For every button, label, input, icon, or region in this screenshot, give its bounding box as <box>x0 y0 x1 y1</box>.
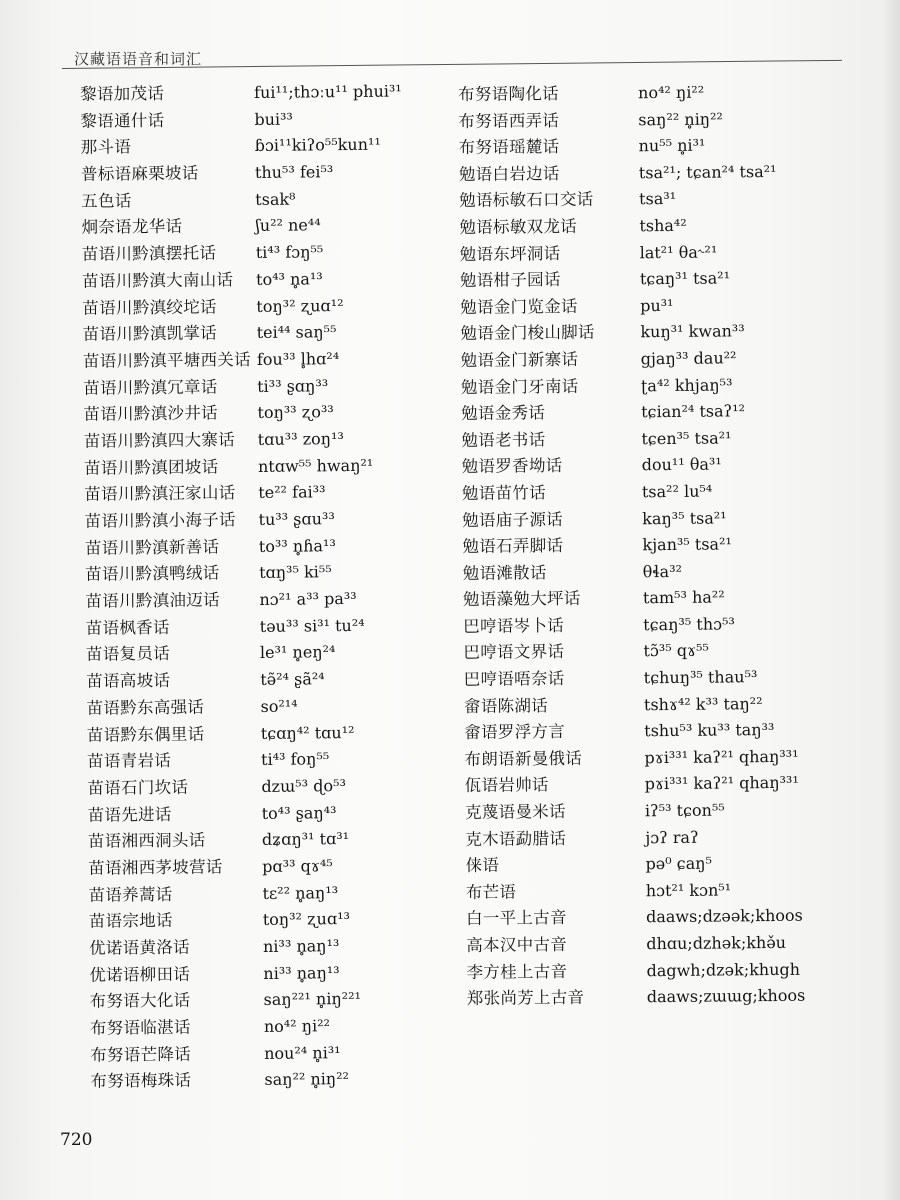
entry-row <box>462 477 862 507</box>
phonetic-form: pɤi³³¹ kaʔ²¹ qhaŋ³³¹ <box>644 773 799 794</box>
entry-row <box>64 265 464 296</box>
entry-row <box>72 1012 472 1043</box>
phonetic-form: ti⁴³ fɔŋ⁵⁵ <box>255 242 324 263</box>
entry-row <box>71 958 471 989</box>
entry-row <box>63 158 463 189</box>
entry-row <box>64 238 464 269</box>
entry-row <box>466 956 866 986</box>
entry-row <box>464 743 864 773</box>
dialect-name: 巴哼语岑卜话 <box>463 615 565 636</box>
phonetic-form: to³³ n̥ɦa¹³ <box>258 535 336 556</box>
phonetic-form: tsa³¹ <box>639 189 677 209</box>
phonetic-form: nɔ²¹ a³³ pa³³ <box>259 589 357 610</box>
entry-row <box>71 932 471 963</box>
phonetic-form: tɕaŋ³⁵ thɔ⁵³ <box>643 614 735 635</box>
dialect-name: 布努语临湛话 <box>89 1017 191 1038</box>
dialect-name: 炯奈语龙华话 <box>81 217 183 238</box>
dialect-name: 苗语黔东偶里话 <box>86 724 205 745</box>
dialect-name: 勉语柑子园话 <box>459 270 561 291</box>
phonetic-form: dʑɑŋ³¹ tɑ³¹ <box>261 829 350 850</box>
phonetic-form: ɓɔi¹¹kiʔo⁵⁵kun¹¹ <box>254 135 381 156</box>
phonetic-form: lat²¹ θa˞²¹ <box>639 242 718 262</box>
entry-row <box>66 425 466 456</box>
dialect-name: 普标语麻栗坡话 <box>80 163 199 184</box>
dialect-name: 郑张尚芳上古音 <box>466 988 585 1009</box>
dialect-name: 苗语川黔滇冗章话 <box>83 376 218 398</box>
dialect-name: 苗语养蒿话 <box>88 884 173 905</box>
dialect-name: 苗语高坡话 <box>86 671 171 691</box>
phonetic-form: gjaŋ³³ dau²² <box>640 348 737 369</box>
entry-row <box>461 371 861 401</box>
entry-row <box>462 530 862 560</box>
left-column <box>62 78 473 1096</box>
entry-row <box>459 158 859 188</box>
dialect-name: 勉语庙子源话 <box>462 509 564 530</box>
dialect-name: 苗语川黔滇摆托话 <box>81 243 217 264</box>
phonetic-form: to⁴³ n̥a¹³ <box>255 269 323 289</box>
dialect-name: 布朗语新曼俄话 <box>464 748 583 769</box>
entry-row <box>68 612 468 643</box>
dialect-name: 苗语川黔滇沙井话 <box>83 403 218 425</box>
phonetic-form: tu³³ ʂɑu³³ <box>258 509 335 529</box>
phonetic-form: tsha⁴² <box>639 215 687 236</box>
dialect-name: 布努语陶化话 <box>458 84 560 104</box>
entry-row <box>69 718 469 749</box>
dialect-name: 高本汉中古音 <box>466 934 568 955</box>
dialect-name: 布努语大化话 <box>89 991 191 1012</box>
entry-row <box>460 291 860 321</box>
entry-row <box>461 397 861 427</box>
phonetic-form: tei⁴⁴ saŋ⁵⁵ <box>256 322 337 343</box>
page-number: 720 <box>60 1130 93 1150</box>
dialect-name: 勉语藻勉大坪话 <box>462 589 581 610</box>
phonetic-form: tɕhuŋ³⁵ thau⁵³ <box>643 667 758 688</box>
phonetic-form: tshu⁵³ ku³³ taŋ³³ <box>644 720 775 741</box>
phonetic-form: tsa²² lu⁵⁴ <box>641 481 713 502</box>
phonetic-form: daaws;zɯɯg;khoos <box>646 985 806 1007</box>
phonetic-form: pɑ³³ qɤ⁴⁵ <box>262 856 333 876</box>
phonetic-form: tɕaŋ³¹ tsa²¹ <box>639 268 731 289</box>
dialect-name: 勉语标敏双龙话 <box>459 216 578 237</box>
phonetic-form: ʈa⁴² khjaŋ⁵³ <box>640 374 733 395</box>
dialect-name: 苗语青岩话 <box>87 751 172 771</box>
entry-row <box>62 104 462 135</box>
dialect-name: 勉语罗香坳话 <box>461 456 563 477</box>
entry-row <box>68 692 468 723</box>
entry-row <box>64 291 464 322</box>
dialect-name: 李方桂上古音 <box>466 961 568 982</box>
phonetic-form: pə⁰ ɕaŋ⁵ <box>645 853 713 874</box>
dialect-name: 苗语石门坎话 <box>87 777 189 798</box>
dialect-name: 黎语加茂话 <box>80 83 165 104</box>
dialect-name: 苗语川黔滇团坡话 <box>83 457 219 478</box>
dialect-name: 巴哼语文界话 <box>463 642 565 663</box>
dialect-name: 优诺语柳田话 <box>89 964 191 985</box>
phonetic-form: bui³³ <box>254 109 293 129</box>
dialect-name: 苗语宗地话 <box>88 911 173 932</box>
entry-row <box>69 772 469 803</box>
dialect-name: 那斗语 <box>80 137 132 158</box>
dialect-name: 苗语川黔滇大南山话 <box>81 270 234 291</box>
phonetic-form: iʔ⁵³ tɕon⁵⁵ <box>644 800 725 821</box>
entry-row <box>68 638 468 669</box>
entry-row <box>458 78 858 108</box>
phonetic-form: toŋ³² ʐuɑ¹² <box>256 295 344 316</box>
entry-row <box>463 637 863 667</box>
phonetic-form: jɔʔ raʔ <box>645 827 699 847</box>
dialect-name: 勉语东坪洞话 <box>459 243 561 264</box>
dialect-name: 苗语川黔滇汪家山话 <box>84 483 236 505</box>
page-edge-shadow <box>882 0 900 1200</box>
dialect-name: 优诺语黄洛话 <box>88 937 190 958</box>
dialect-name: 勉语金门牙南话 <box>460 376 579 397</box>
entry-row <box>462 504 862 534</box>
dialect-name: 克木语勐腊话 <box>465 828 567 849</box>
dialect-name: 布努语西弄话 <box>458 110 560 131</box>
phonetic-form: ni³³ n̥aŋ¹³ <box>263 962 340 983</box>
entry-row <box>459 211 859 241</box>
phonetic-form: saŋ²² n̥iŋ²² <box>638 109 723 129</box>
phonetic-form: kjan³⁵ tsa²¹ <box>642 534 732 555</box>
phonetic-form: toŋ³³ ʐo³³ <box>257 402 334 423</box>
phonetic-form: tsak⁸ <box>255 189 296 209</box>
entry-row <box>465 796 865 826</box>
dialect-name: 勉语苗竹话 <box>461 483 547 503</box>
phonetic-form: dou¹¹ θa³¹ <box>641 454 722 475</box>
phonetic-form: θɬa³² <box>642 561 683 581</box>
entry-row <box>458 105 858 135</box>
phonetic-form: ti⁴³ foŋ⁵⁵ <box>261 749 330 770</box>
dialect-name: 黎语通什话 <box>80 110 165 131</box>
running-head: 汉藏语语音和词汇 <box>74 50 203 68</box>
entry-row <box>67 531 467 562</box>
dialect-name: 苗语川黔滇鸭绒话 <box>85 563 220 585</box>
entry-row <box>70 798 470 829</box>
phonetic-form: ʃu²² ne⁴⁴ <box>255 215 321 236</box>
dialect-name: 布努语瑶麓话 <box>458 137 560 158</box>
entry-row <box>459 185 859 215</box>
phonetic-form: kuŋ³¹ kwan³³ <box>640 321 745 342</box>
entry-row <box>463 583 863 613</box>
dialect-name: 畲语陈湖话 <box>463 695 549 716</box>
phonetic-form: tɑŋ³⁵ ki⁵⁵ <box>259 562 332 583</box>
dialect-name: 五色话 <box>81 191 132 211</box>
dialect-name: 俫语 <box>465 855 500 876</box>
entry-row <box>466 903 866 933</box>
phonetic-form: hɔt²¹ kɔn⁵¹ <box>645 880 732 901</box>
dialect-name: 苗语川黔滇新善话 <box>84 537 220 558</box>
phonetic-form: ntɑw⁵⁵ hwaŋ²¹ <box>257 455 374 476</box>
dialect-name: 勉语金秀话 <box>461 403 546 424</box>
entry-row <box>465 823 865 853</box>
phonetic-form: ni³³ n̥aŋ¹³ <box>262 936 340 956</box>
dialect-name: 苗语湘西洞头话 <box>87 830 206 852</box>
dialect-name: 勉语金门梭山脚话 <box>460 323 595 344</box>
dialect-name: 勉语金门览金话 <box>460 296 578 317</box>
entry-row <box>463 610 863 640</box>
phonetic-form: fou³³ l̥hɑ²⁴ <box>256 348 340 369</box>
dialect-name: 苗语川黔滇小海子话 <box>84 510 236 531</box>
dialect-name: 勉语金门新寨话 <box>460 349 579 370</box>
phonetic-form: le³¹ n̥eŋ²⁴ <box>259 642 336 663</box>
entry-row <box>63 185 463 216</box>
entry-row <box>65 398 465 429</box>
dialect-name: 勉语标敏石口交话 <box>459 190 594 211</box>
entry-row <box>72 1039 472 1070</box>
entry-row <box>459 131 859 161</box>
dialect-name: 勉语滩散话 <box>462 562 547 583</box>
dialect-name: 苗语湘西茅坡营话 <box>88 857 223 878</box>
phonetic-form: so²¹⁴ <box>260 696 298 716</box>
entry-row <box>466 876 866 906</box>
dialect-name: 苗语川黔滇油迈话 <box>85 590 220 611</box>
phonetic-form: tɑu³³ zoŋ¹³ <box>257 429 344 449</box>
dialect-name: 克蔑语曼米话 <box>464 802 566 822</box>
phonetic-form: saŋ²² n̥iŋ²² <box>264 1069 350 1090</box>
entry-row <box>461 424 861 454</box>
right-column <box>458 78 867 1013</box>
phonetic-form: nou²⁴ n̥i³¹ <box>264 1042 341 1063</box>
dialect-name: 苗语川黔滇平塘西关话 <box>82 349 252 371</box>
entry-row <box>460 317 860 347</box>
phonetic-form: saŋ²²¹ n̥iŋ²²¹ <box>263 989 362 1010</box>
entry-row <box>65 345 465 376</box>
dialect-name: 布努语梅珠话 <box>90 1071 192 1092</box>
entry-row <box>464 690 864 720</box>
phonetic-form: fui¹¹;thɔːu¹¹ phui³¹ <box>254 81 402 102</box>
dialect-name: 布芒语 <box>465 882 517 902</box>
phonetic-form: nu⁵⁵ n̥i³¹ <box>638 135 706 156</box>
dialect-name: 勉语石弄脚话 <box>462 536 564 557</box>
dialect-name: 白一平上古音 <box>465 908 567 929</box>
entry-row <box>462 450 862 480</box>
dialect-name: 苗语复员话 <box>85 644 171 665</box>
dialect-name: 苗语川黔滇四大寨话 <box>83 430 236 451</box>
phonetic-form: tə̃²⁴ ʂã²⁴ <box>260 669 325 690</box>
phonetic-form: ti³³ ʂɑŋ³³ <box>257 375 329 396</box>
phonetic-form: thu⁵³ fei⁵³ <box>254 162 334 183</box>
entry-row <box>67 585 467 616</box>
entry-row <box>72 985 472 1016</box>
phonetic-form: tam⁵³ ha²² <box>642 587 725 608</box>
phonetic-form: tɛ²² n̥aŋ¹³ <box>262 882 339 903</box>
dialect-name: 勉语白岩边话 <box>458 163 560 184</box>
entry-row <box>66 478 466 509</box>
phonetic-form: tɕian²⁴ tsaʔ¹² <box>641 401 746 422</box>
entry-row <box>464 663 864 693</box>
entry-row <box>65 318 465 349</box>
dialect-name: 布努语芒降话 <box>90 1044 192 1065</box>
phonetic-form: tɔ̃³⁵ qɤ⁵⁵ <box>643 641 709 661</box>
dialect-name: 佤语岩帅话 <box>464 775 549 796</box>
entry-row <box>70 825 470 856</box>
dialect-name: 勉语老书话 <box>461 429 546 450</box>
entry-row <box>460 264 860 294</box>
phonetic-form: tɕen³⁵ tsa²¹ <box>641 428 732 448</box>
phonetic-form: te²² fai³³ <box>258 482 326 503</box>
dialect-name: 畲语罗浮方言 <box>464 722 566 743</box>
entry-row <box>465 770 865 800</box>
entry-row <box>70 878 470 909</box>
dialect-name: 苗语先进话 <box>87 804 172 825</box>
entry-row <box>62 78 462 109</box>
phonetic-form: to⁴³ ʂaŋ⁴³ <box>261 802 337 823</box>
entry-row <box>467 982 867 1012</box>
phonetic-form: no⁴² ŋi²² <box>263 1016 331 1036</box>
phonetic-form: daaws;dzəək;khoos <box>645 906 803 927</box>
entry-row <box>464 716 864 746</box>
entry-row <box>66 505 466 536</box>
dialect-name: 苗语黔东高强话 <box>86 697 205 718</box>
entry-row <box>463 557 863 587</box>
entry-row <box>465 849 865 879</box>
phonetic-form: no⁴² ŋi²² <box>638 82 705 103</box>
dialect-name: 苗语枫香话 <box>85 617 170 638</box>
phonetic-form: təu³³ si³¹ tu²⁴ <box>259 615 365 636</box>
entry-row <box>63 131 463 162</box>
entry-row <box>71 905 471 936</box>
entry-row <box>66 451 466 482</box>
entry-row <box>65 371 465 402</box>
entry-row <box>70 852 470 883</box>
entry-row <box>460 238 860 268</box>
phonetic-form: toŋ³² ʐuɑ¹³ <box>262 909 351 930</box>
phonetic-form: dhɑu;dzhək;khə̌u <box>646 932 787 954</box>
entry-row <box>461 344 861 374</box>
entry-row <box>466 929 866 959</box>
phonetic-form: dagwh;dzək;khugh <box>646 959 801 980</box>
dialect-name: 苗语川黔滇绞坨话 <box>82 296 217 318</box>
entry-row <box>63 211 463 242</box>
entry-row <box>68 665 468 696</box>
phonetic-form: tshɤ⁴² k³³ taŋ²² <box>643 693 763 714</box>
entry-row <box>72 1065 472 1096</box>
phonetic-form: pu³¹ <box>640 295 674 316</box>
dialect-name: 苗语川黔滇凯掌话 <box>82 323 218 344</box>
phonetic-form: tsa²¹; tɕan²⁴ tsa²¹ <box>638 161 777 183</box>
phonetic-form: kaŋ³⁵ tsa²¹ <box>642 507 727 528</box>
phonetic-form: pɤi³³¹ kaʔ²¹ qhaŋ³³¹ <box>644 746 799 768</box>
phonetic-form: dzɯ⁵³ ɖo⁵³ <box>261 775 347 796</box>
dialect-name: 巴哼语唔奈话 <box>463 669 565 690</box>
entry-row <box>67 558 467 589</box>
entry-row <box>69 745 469 776</box>
phonetic-form: tɕɑŋ⁴² tɑu¹² <box>260 722 355 743</box>
